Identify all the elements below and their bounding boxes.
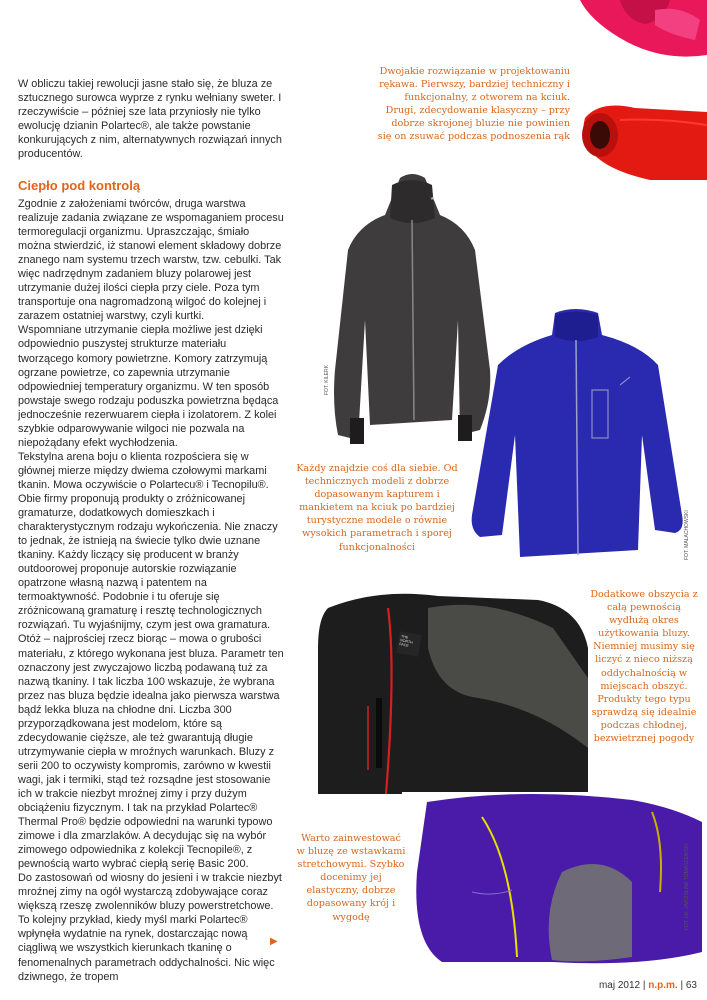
caption-stretch: Warto zainwestować w bluzę ze wstawkami stretchowymi. Szybko docenimy jej elastyczny, dobrze dopasowany krój i wygodę — [296, 833, 406, 923]
blue-fleece-photo — [460, 305, 690, 570]
section-heading: Ciepło pod kontrolą — [18, 178, 141, 193]
photo-credit: FOT. ŁK, JAROSŁAW TOMASZEWSKI — [684, 843, 690, 930]
page-footer: maj 2012 | n.p.m. | 63 — [598, 980, 697, 991]
article-body — [18, 197, 284, 984]
page-number: 63 — [685, 980, 697, 991]
continue-arrow-icon: ▶ — [270, 936, 278, 947]
photo-credit: FOT. KILERK — [324, 364, 330, 395]
body-paragraph: Zgodnie z założeniami twórców, druga warstwa realizuje zadania związane ze wspomaganiem procesu termoregulacji organizmu. Upraszczając, śmiało można stwierdzić, iż stanowi element składowy dobrze znanego nam systemu trzech warstw, tzw. cebulki. Tak więc nadrzędnym zadaniem bluzy polarowej jest utrzymanie dużej ilości ciepła przy ciele. Poza tym transportuje ona nagromadzoną wilgoć do kolejnej i zarazem ostatniej warstwy, czyli kurtki. — [18, 198, 284, 323]
body-paragraph: Tekstylna arena boju o klienta rozpościera się w głównej mierze między dwiema czołowymi markami tkanin. Mowa oczywiście o Polartecu® i Tecnopilu®. Obie firmy proponują produkty o zróżnicowanej gramaturze, dodatkowych domieszkach i charakterystycznym rodzaju wykończenia. Nie znaczy to jednak, że istnieją na świecie tylko dwie uznane tkaniny. Każdy liczący się producent w branży outdoorowej proponuje autorskie rozwiązanie opatrzone własną nazwą i patentem na termoaktywność. Podobnie i tu oferuje się zróżnicowaną gramaturę i resztę technologicznych rozwiązań. Tu wyjaśnijmy, czym jest owa gramatura. Otóż – najprościej rzecz biorąc – mowa o grubości materiału, z którego wykonana jest bluza. Parametr ten oznaczony jest zwyczajowo liczbą podawaną tuż za nazwą tkaniny. I tak liczba 100 wskazuje, że wybrana przez nas bluza będzie idealna jako pierwsza warstwa bądź lekka bluza na chłodne dni. Liczba 300 przyporządkowana jest modelom, które są zdecydowanie cięższe, ale też gwarantują długie utrzymywanie ciepła w mroźnych warunkach. Bluzy z serii 200 to oczywisty kompromis, zarówno w kwestii wagi, jak i termiki, stąd też rozsądne jest stosowanie ich w trakcie niezbyt mroźnej zimy i przy dużym obciążeniu fizycznym. I tak na przykład Polartec® Thermal Pro® będzie odpowiedni na warunki typowo zimowe i dla zmarzlaków. A decydując się na wybór zimowego odpowiednika z kolekcji Tecnopile®, z pewnością warto wybrać ciepłą serię Basic 200. — [18, 450, 284, 871]
body-paragraph: Do zastosowań od wiosny do jesieni i w trakcie niezbyt mroźnej zimy na ogół wystarczą zdobywające coraz większą rzeszę zwolenników bluzy powerstretchowe. To kolejny przykład, kiedy myśl marki Polartec® wpłynęła wydatnie na rynek, dostarczając nową ciągliwą we wszystkich kierunkach tkaninę o fenomenalnych parametrach oddychalności. Nic więc dziwnego, że tropem — [18, 872, 282, 983]
caption-sleeves: Dwojakie rozwiązanie w projektowaniu rękawa. Pierwszy, bardziej techniczny i funkcjonalny, z otworem na kciuk. Drugi, zdecydowanie klasyczny – przy dobrze skrojonej bluzie nie powinien się on zsuwać podczas podnoszenia rąk — [377, 66, 570, 143]
body-paragraph: Wspomniane utrzymanie ciepła możliwe jest dzięki odpowiednio puszystej strukturze materiału tworzącego komory powietrzne. Komory zatrzymują ogrzane powietrze, co zapewnia utrzymanie odpowiedniej temperatury organizmu. W ten sposób powstaje swego rodzaju poduszka powietrzna będąca jednocześnie rezerwuarem ciepła i izolatorem. Z kolei szybkie odparowywanie wilgoci nie pozwala na niepożądany efekt wychłodzenia. — [18, 324, 279, 449]
photo-credit: FOT. MAŁACHOWSKI — [684, 510, 690, 560]
svg-text:★: ★ — [430, 196, 435, 202]
sleeve-cuffs-photo — [560, 0, 707, 180]
intro-text — [18, 77, 283, 161]
magazine-name: n.p.m. — [648, 980, 678, 991]
caption-models: Każdy znajdzie coś dla siebie. Od technicznych modeli z dobrze dopasowanym kapturem i mankietem na kciuk po bardziej turystyczne modele o równie wysokich parametrach i sporej funkcjonalności — [296, 463, 458, 553]
black-fleece-photo — [318, 588, 588, 794]
caption-stitching: Dodatkowe obszycia z całą pewnością wydłużą okres użytkowania bluzy. Niemniej musimy się liczyć z nieco niższą oddychalnością w miejscach obszyć. Produkty tego typu sprawdzą się idealnie podczas chłodnej, bezwietrznej pogody — [590, 589, 698, 745]
brand-patch: THE NORTH FACE — [398, 634, 414, 648]
purple-fleece-photo — [402, 792, 707, 972]
issue-date: maj 2012 — [598, 980, 641, 991]
intro-paragraph: W obliczu takiej rewolucji jasne stało się, że bluza ze sztucznego surowca wyprze z rynku wełniany sweter. I rzeczywiście – później sze lata przyniosły nie tylko ewolucję dzianin Polartec®, ale także powstanie konkurujących z nim, alternatywnych rozwiązań innych producentów. — [18, 78, 282, 161]
